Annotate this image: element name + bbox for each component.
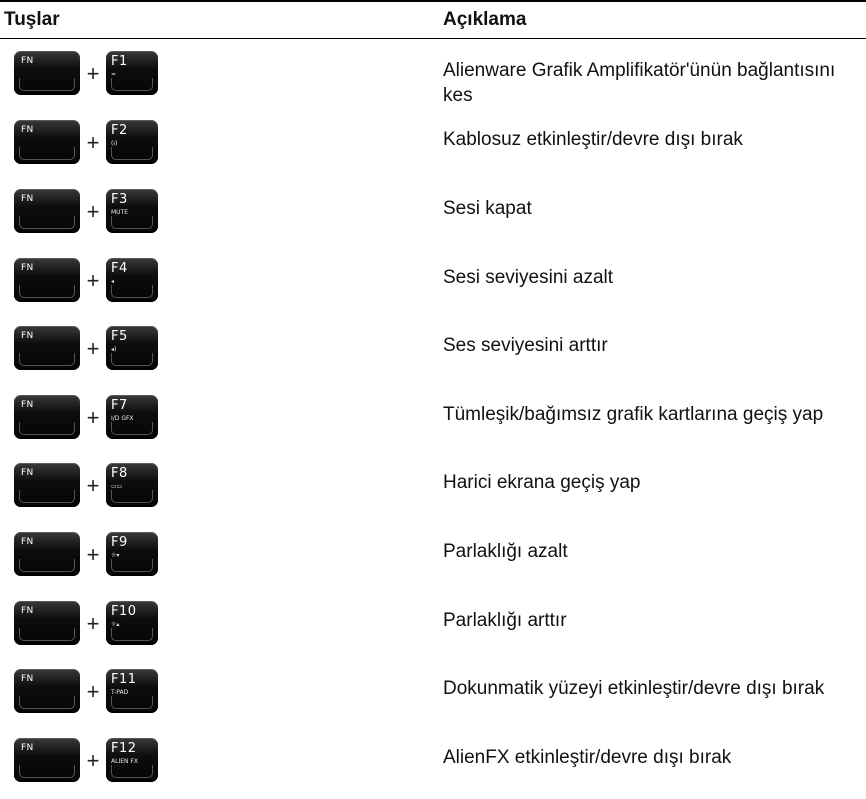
key-combo bbox=[14, 669, 164, 715]
function-key-label: F8 bbox=[111, 466, 128, 481]
key-description: Alienware Grafik Amplifikatör'ünün bağlantısını kes bbox=[443, 60, 836, 106]
key-combo bbox=[14, 738, 164, 784]
plus-sign: + bbox=[86, 405, 100, 430]
plus-sign: + bbox=[86, 336, 100, 361]
plus-sign: + bbox=[86, 130, 100, 155]
function-key-label: F9 bbox=[111, 535, 128, 550]
key-description: Parlaklığı azalt bbox=[443, 541, 568, 562]
key-description: Tümleşik/bağımsız grafik kartlarına geçiş yap bbox=[443, 404, 824, 425]
function-key bbox=[106, 532, 158, 576]
fn-key bbox=[14, 51, 80, 95]
fn-key-label: FN bbox=[21, 331, 34, 341]
fn-key-label: FN bbox=[21, 606, 34, 616]
key-description: AlienFX etkinleştir/devre dışı bırak bbox=[443, 747, 732, 768]
function-key-icon: ≈ bbox=[111, 71, 117, 78]
key-combo bbox=[14, 189, 164, 235]
function-key-label: F5 bbox=[111, 329, 128, 344]
plus-sign: + bbox=[86, 268, 100, 293]
plus-sign: + bbox=[86, 199, 100, 224]
fn-key bbox=[14, 532, 80, 576]
fn-key bbox=[14, 395, 80, 439]
function-key-label: F11 bbox=[111, 672, 137, 687]
key-description: Dokunmatik yüzeyi etkinleştir/devre dışı bırak bbox=[443, 678, 825, 699]
key-combo bbox=[14, 326, 164, 372]
table-row bbox=[0, 661, 866, 730]
function-key bbox=[106, 395, 158, 439]
function-key-icon: ☼▾ bbox=[111, 552, 120, 559]
function-key bbox=[106, 51, 158, 95]
function-key-label: F7 bbox=[111, 398, 128, 413]
fn-key bbox=[14, 669, 80, 713]
header-description: Açıklama bbox=[443, 9, 527, 30]
table-row bbox=[0, 524, 866, 593]
fn-key bbox=[14, 326, 80, 370]
function-key bbox=[106, 738, 158, 782]
function-key bbox=[106, 463, 158, 507]
fn-key bbox=[14, 738, 80, 782]
function-key-label: F3 bbox=[111, 192, 128, 207]
table-row bbox=[0, 43, 866, 112]
function-key-icon: MUTE bbox=[111, 209, 129, 216]
function-key bbox=[106, 601, 158, 645]
key-combo bbox=[14, 601, 164, 647]
table-row bbox=[0, 455, 866, 524]
function-key-label: F4 bbox=[111, 261, 128, 276]
function-key-icon: ▭▭ bbox=[111, 483, 123, 490]
function-key-label: F10 bbox=[111, 604, 137, 619]
fn-key-label: FN bbox=[21, 743, 34, 753]
plus-sign: + bbox=[86, 61, 100, 86]
function-key-icon: ◂) bbox=[111, 346, 117, 353]
function-key bbox=[106, 669, 158, 713]
key-description: Ses seviyesini arttır bbox=[443, 335, 608, 356]
fn-key-label: FN bbox=[21, 400, 34, 410]
fn-key-label: FN bbox=[21, 194, 34, 204]
plus-sign: + bbox=[86, 748, 100, 773]
key-description: Parlaklığı arttır bbox=[443, 610, 567, 631]
function-key bbox=[106, 258, 158, 302]
plus-sign: + bbox=[86, 542, 100, 567]
table-row bbox=[0, 250, 866, 319]
key-description: Kablosuz etkinleştir/devre dışı bırak bbox=[443, 129, 743, 150]
fn-key bbox=[14, 463, 80, 507]
table-row bbox=[0, 181, 866, 250]
key-combo bbox=[14, 395, 164, 441]
fn-key-label: FN bbox=[21, 125, 34, 135]
key-description: Sesi seviyesini azalt bbox=[443, 267, 614, 288]
function-key bbox=[106, 326, 158, 370]
fn-key-label: FN bbox=[21, 537, 34, 547]
table-row bbox=[0, 387, 866, 456]
table-row bbox=[0, 112, 866, 181]
plus-sign: + bbox=[86, 679, 100, 704]
key-description: Harici ekrana geçiş yap bbox=[443, 472, 641, 493]
function-key bbox=[106, 120, 158, 164]
fn-key bbox=[14, 601, 80, 645]
function-key-icon: (ı) bbox=[111, 140, 118, 147]
function-key-label: F2 bbox=[111, 123, 128, 138]
header-rule bbox=[0, 38, 866, 39]
fn-key bbox=[14, 258, 80, 302]
table-header bbox=[0, 0, 866, 40]
fn-key bbox=[14, 189, 80, 233]
fn-key-label: FN bbox=[21, 56, 34, 66]
function-key-icon: T-PAD bbox=[111, 689, 129, 696]
key-description: Sesi kapat bbox=[443, 198, 532, 219]
header-keys: Tuşlar bbox=[4, 9, 60, 30]
key-combo bbox=[14, 463, 164, 509]
table-row bbox=[0, 593, 866, 662]
function-key-label: F1 bbox=[111, 54, 128, 69]
fn-key-label: FN bbox=[21, 263, 34, 273]
plus-sign: + bbox=[86, 473, 100, 498]
function-key-icon: I/D GFX bbox=[111, 415, 134, 422]
function-key-icon: ALIEN FX bbox=[111, 758, 138, 765]
table-row bbox=[0, 730, 866, 799]
key-combo bbox=[14, 51, 164, 97]
key-combo bbox=[14, 532, 164, 578]
function-key bbox=[106, 189, 158, 233]
fn-key bbox=[14, 120, 80, 164]
fn-key-label: FN bbox=[21, 468, 34, 478]
plus-sign: + bbox=[86, 611, 100, 636]
table-row bbox=[0, 318, 866, 387]
function-key-icon: ◂ bbox=[111, 278, 115, 285]
fn-key-label: FN bbox=[21, 674, 34, 684]
key-combo bbox=[14, 258, 164, 304]
key-combo bbox=[14, 120, 164, 166]
top-rule bbox=[0, 0, 866, 2]
function-key-label: F12 bbox=[111, 741, 137, 756]
function-key-icon: ☼▴ bbox=[111, 621, 120, 628]
